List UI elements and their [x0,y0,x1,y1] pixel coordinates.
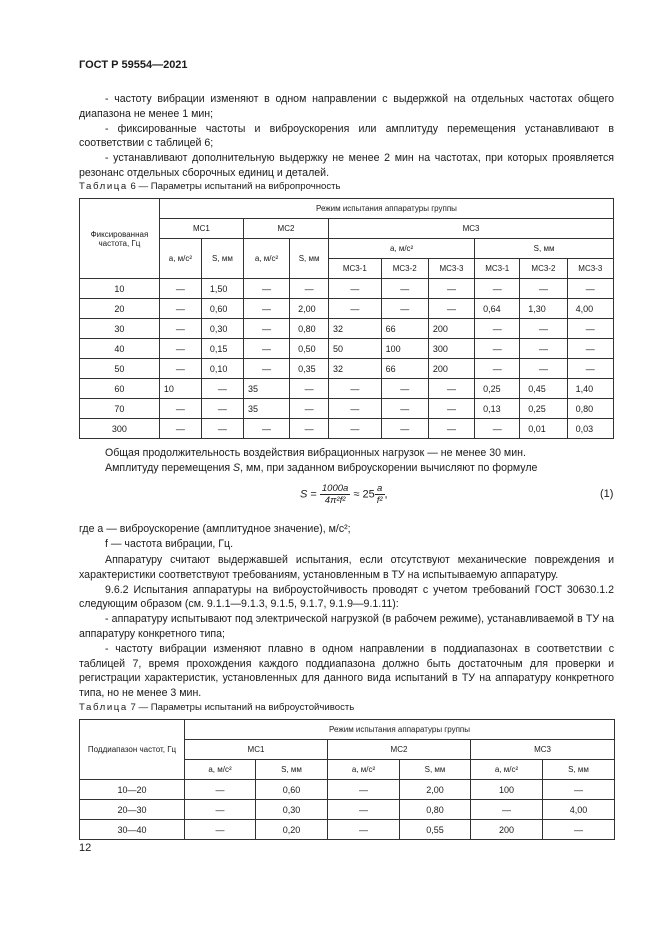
table-cell: 66 [381,359,428,379]
table-cell: — [520,339,567,359]
table-row [80,279,614,299]
where-line-2: f — частота вибрации, Гц. [105,537,234,550]
table-cell: 30—40 [80,820,185,840]
formula-number: (1) [600,488,614,500]
table-cell: 0,60 [201,299,243,319]
table-cell: — [543,820,615,840]
where-line-1: где a — виброускорение (амплитудное значение), м/с²; [79,523,351,535]
table-row [80,399,614,419]
table-cell: — [428,419,474,439]
table-cell: 20—30 [80,800,185,820]
table-cell: — [567,319,613,339]
table-cell: — [159,299,201,319]
table-cell: — [475,419,520,439]
table-cell: — [475,319,520,339]
table-cell: — [428,279,474,299]
table-cell: — [290,399,329,419]
table-cell: — [201,379,243,399]
table-cell: 30 [80,319,160,339]
table7-a-header: a, м/с² [185,760,256,780]
table6-group-mc1: МС1 [159,219,243,239]
table-cell: — [567,279,613,299]
table-cell: — [329,379,382,399]
table-cell: — [567,339,613,359]
table7-s-header: S, мм [400,760,471,780]
formula-fraction-1 [320,483,350,506]
table-cell: 200 [428,319,474,339]
after-table6-text [79,446,614,476]
table-cell: — [159,319,201,339]
table6-subgroup: МС3-3 [428,259,474,279]
table-cell: — [243,339,289,359]
document-header: ГОСТ Р 59554—2021 [79,59,188,71]
table-cell: 4,00 [567,299,613,319]
table7-subrange-header: Поддиапазон частот, Гц [80,720,185,780]
table-cell: 0,01 [520,419,567,439]
table-cell: 0,80 [567,399,613,419]
table-cell: 4,00 [543,800,615,820]
table-cell: — [159,419,201,439]
table6-subgroup: МС3-2 [381,259,428,279]
formula-frac2-num: a [375,483,385,495]
table-cell: 10 [80,279,160,299]
table7-group-mc3: МС3 [471,740,615,760]
table-cell: — [428,379,474,399]
table6-subgroup: МС3-3 [567,259,613,279]
table-cell: — [471,800,543,820]
table6 [79,198,614,439]
table-cell: 1,50 [201,279,243,299]
table-row [80,379,614,399]
table-cell: — [328,820,400,840]
table-cell: — [475,359,520,379]
table-row [80,780,615,800]
table7-a-header: a, м/с² [471,760,543,780]
table-cell: — [201,399,243,419]
table-cell: — [159,339,201,359]
table-cell: — [428,399,474,419]
table-cell: 0,50 [290,339,329,359]
table-cell: — [328,780,400,800]
table6-mode-header: Режим испытания аппаратуры группы [159,199,613,219]
table-row [80,359,614,379]
table-cell: 300 [80,419,160,439]
formula-eq: = [307,488,320,501]
table-cell: — [381,399,428,419]
table-cell: 0,80 [290,319,329,339]
table6-subgroup: МС3-2 [520,259,567,279]
table-cell: 50 [80,359,160,379]
table-cell: — [185,800,256,820]
table6-subgroup: МС3-1 [475,259,520,279]
table-row [80,319,614,339]
table-cell: — [475,339,520,359]
table-cell: — [243,279,289,299]
table-cell: 0,45 [520,379,567,399]
table-cell: 0,30 [201,319,243,339]
table-cell: 35 [243,379,289,399]
table-cell: 0,55 [400,820,471,840]
formula-frac2-den: f² [376,495,383,506]
table-cell: — [428,299,474,319]
formula-fraction-2 [375,483,385,506]
table-cell: 0,60 [256,780,328,800]
table-cell: 1,40 [567,379,613,399]
table7-caption-prefix: Таблица [79,702,128,713]
table-cell: 0,03 [567,419,613,439]
formula-frac1-num: 1000a [321,483,349,494]
table-cell: 0,64 [475,299,520,319]
table-cell: — [159,399,201,419]
table-cell: — [243,359,289,379]
intro-list [79,92,614,181]
table-cell: — [329,419,382,439]
table6-a-header: a, м/с² [159,239,201,279]
formula-tail: , [384,488,388,501]
table7-caption [79,702,354,713]
table-cell: — [290,379,329,399]
table-cell: — [329,279,382,299]
table-cell: 1,30 [520,299,567,319]
table-cell: 0,10 [201,359,243,379]
table-cell: 0,35 [290,359,329,379]
amplitude-text: Амплитуду перемещения [105,461,234,474]
table-cell: — [290,279,329,299]
table6-group-mc3: МС3 [329,219,614,239]
table-cell: — [520,279,567,299]
table-cell: 0,80 [400,800,471,820]
formula-frac1-den: 4π²f² [324,495,346,506]
table-cell: 10 [159,379,201,399]
table-row [80,800,615,820]
table-cell: — [290,419,329,439]
table-cell: 20 [80,299,160,319]
table-cell: — [381,379,428,399]
table-cell: 50 [329,339,382,359]
table-cell: 60 [80,379,160,399]
table-cell: 0,25 [475,379,520,399]
table6-s-header: S, мм [290,239,329,279]
table-cell: 32 [329,319,382,339]
table6-a-header: a, м/с² [243,239,289,279]
table-cell: — [520,319,567,339]
table7-caption-text: 7 — Параметры испытаний на виброустойчивость [130,702,355,713]
table-cell: 100 [471,780,543,800]
table-cell: 100 [381,339,428,359]
body-paragraphs [79,553,614,701]
table-cell: — [185,820,256,840]
table6-caption-text: 6 — Параметры испытаний на вибропрочность [130,181,341,192]
table6-caption [79,181,341,192]
table-cell: — [185,780,256,800]
table-cell: 70 [80,399,160,419]
intro-item: - фиксированные частоты и виброускорения или амплитуду перемещения устанавливают в соответствии с таблицей 6; [79,122,614,150]
table7-a-header: a, м/с² [328,760,400,780]
table-cell: 0,15 [201,339,243,359]
table-row [80,820,615,840]
table7 [79,719,615,840]
table6-group-mc2: МС2 [243,219,328,239]
table-cell: — [329,299,382,319]
amplitude-paragraph [79,461,614,476]
table7-s-header: S, мм [256,760,328,780]
table6-freq-header: Фиксированная частота, Гц [80,199,160,279]
table-cell: — [567,359,613,379]
acceptance-paragraph: Аппаратуру считают выдержавшей испытания, если отсутствуют механические повреждения и характеристики соответствуют требованиям, установленным в ТУ на испытываемую аппаратуру. [79,554,614,581]
table-cell: 300 [428,339,474,359]
table-cell: — [201,419,243,439]
amplitude-text-rest: , мм, при заданном виброускорении вычисляют по формуле [240,461,538,474]
load-item: - аппаратуру испытывают под электрической нагрузкой (в рабочем режиме), устанавливаемой в ТУ на аппаратуру конкретного типа; [79,613,614,640]
table-cell: 200 [428,359,474,379]
formula [300,483,388,506]
table6-subgroup: МС3-1 [329,259,382,279]
table-cell: — [159,279,201,299]
table-cell: — [329,399,382,419]
table-cell: — [159,359,201,379]
table-row [80,339,614,359]
table6-body [80,279,614,439]
table-cell: 35 [243,399,289,419]
where-block [79,522,614,552]
table-cell: 32 [329,359,382,379]
table6-s-header: S, мм [201,239,243,279]
table-cell: 0,20 [256,820,328,840]
table-row [80,299,614,319]
table6-caption-prefix: Таблица [79,181,128,192]
table7-s-header: S, мм [543,760,615,780]
intro-item: - устанавливают дополнительную выдержку не менее 2 мин на частотах, при которых проявляется резонанс отдельных сборочных единиц и деталей. [79,152,614,179]
table-cell: — [328,800,400,820]
table-cell: 0,30 [256,800,328,820]
intro-item: - частоту вибрации изменяют в одном направлении с выдержкой на отдельных частотах общего диапазона не менее 1 мин; [79,93,614,120]
table-cell: — [381,299,428,319]
table-cell: 10—20 [80,780,185,800]
page-number: 12 [79,842,92,854]
table-cell: — [381,419,428,439]
clause-9-6-2: 9.6.2 Испытания аппаратуры на виброустойчивость проводят с учетом требований ГОСТ 30630.1.2 следующим образом (см. 9.1.1—9.1.3, 9.1.5, 9.1.7, 9.1.9—9.1.11): [79,583,614,611]
table-cell: — [243,419,289,439]
table-cell: 0,25 [520,399,567,419]
table-cell: 2,00 [400,780,471,800]
table7-group-mc2: МС2 [328,740,471,760]
table6-a-header: a, м/с² [329,239,475,259]
formula-lhs: S [300,488,308,501]
amplitude-symbol: S [233,461,241,474]
table7-group-mc1: МС1 [185,740,328,760]
table-row [80,419,614,439]
table-cell: 0,13 [475,399,520,419]
frequency-item: - частоту вибрации изменяют плавно в одном направлении в поддиапазонах в соответствии с таблицей 7, время прохождения каждого поддиапазона должно быть достаточным для проверки и регистрации характеристик, установленных для данного вида испытаний в ТУ на аппаратуру конкретного типа, но не менее 3 мин. [79,642,614,700]
table7-body [80,780,615,840]
duration-paragraph: Общая продолжительность воздействия вибрационных нагрузок — не менее 30 мин. [105,447,526,459]
table-cell: 2,00 [290,299,329,319]
table-cell: — [475,279,520,299]
formula-approx: ≈ 25 [350,488,375,501]
table-cell: — [243,299,289,319]
table-cell: — [243,319,289,339]
table-cell: 40 [80,339,160,359]
table-cell: — [543,780,615,800]
table-cell: — [520,359,567,379]
table6-s-header: S, мм [475,239,614,259]
table-cell: 200 [471,820,543,840]
table-cell: 66 [381,319,428,339]
table-cell: — [381,279,428,299]
table7-mode-header: Режим испытания аппаратуры группы [185,720,615,740]
